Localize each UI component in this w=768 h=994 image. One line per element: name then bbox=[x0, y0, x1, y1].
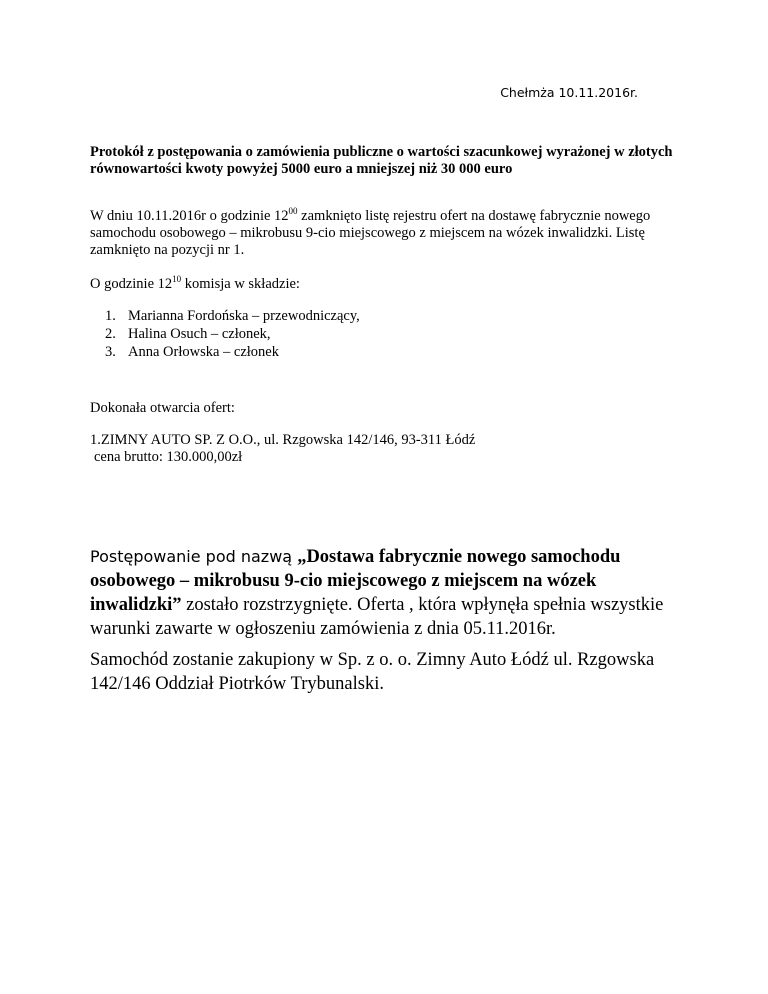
procurement-name: „Dostawa fabrycznie nowego samochodu osobowego – mikrobusu 9-cio miejscowego z miejscem na wózek inwalidzki” bbox=[90, 547, 621, 615]
offer-block bbox=[90, 432, 690, 466]
resolution-paragraph bbox=[90, 545, 690, 641]
offer-price: cena brutto: 130.000,00zł bbox=[94, 449, 243, 465]
committee-text-after: komisja w składzie: bbox=[181, 276, 300, 292]
offer-company: 1.ZIMNY AUTO SP. Z O.O., ul. Rzgowska 142/146, 93-311 Łódź bbox=[90, 432, 476, 448]
closing-paragraph bbox=[90, 208, 690, 259]
committee-text-before: O godzinie 12 bbox=[90, 276, 173, 292]
list-item bbox=[90, 325, 690, 343]
list-item bbox=[90, 343, 690, 361]
committee-time-minutes: 10 bbox=[172, 274, 182, 284]
closing-text-before: W dniu 10.11.2016r o godzinie 12 bbox=[90, 208, 289, 224]
list-item-text: Anna Orłowska – członek bbox=[128, 344, 279, 360]
closing-text-after: zamknięto listę rejestru ofert na dostawę fabrycznie nowego samochodu osobowego – mikrobusu 9-cio miejscowego z miejscem na wózek inwalidzki. Listę zamknięto na pozycji nr 1. bbox=[90, 208, 651, 258]
list-item bbox=[90, 307, 690, 325]
place-date: Chełmża 10.11.2016r. bbox=[500, 85, 638, 100]
list-item-text: Halina Osuch – członek, bbox=[128, 326, 271, 342]
resolution-lead: Postępowanie pod nazwą bbox=[90, 547, 298, 566]
resolution-rest: zostało rozstrzygnięte. Oferta , która wpłynęła spełnia wszystkie warunki zawarte w ogłoszeniu zamówienia z dnia 05.11.2016r. bbox=[90, 595, 664, 639]
list-item-number: 3. bbox=[105, 344, 116, 360]
list-item-text: Marianna Fordońska – przewodniczący, bbox=[128, 308, 360, 324]
purchase-paragraph: Samochód zostanie zakupiony w Sp. z o. o. Zimny Auto Łódź ul. Rzgowska 142/146 Oddział Piotrków Trybunalski. bbox=[90, 650, 655, 694]
closing-time-minutes: 00 bbox=[288, 206, 298, 216]
committee-paragraph bbox=[90, 276, 690, 293]
committee-members-list bbox=[90, 307, 690, 361]
list-item-number: 1. bbox=[105, 308, 116, 324]
list-item-number: 2. bbox=[105, 326, 116, 342]
opening-heading: Dokonała otwarcia ofert: bbox=[90, 400, 235, 416]
document-title: Protokół z postępowania o zamówienia publiczne o wartości szacunkowej wyrażonej w złotych równowartości kwoty powyżej 5000 euro a mniejszej niż 30 000 euro bbox=[90, 144, 673, 177]
